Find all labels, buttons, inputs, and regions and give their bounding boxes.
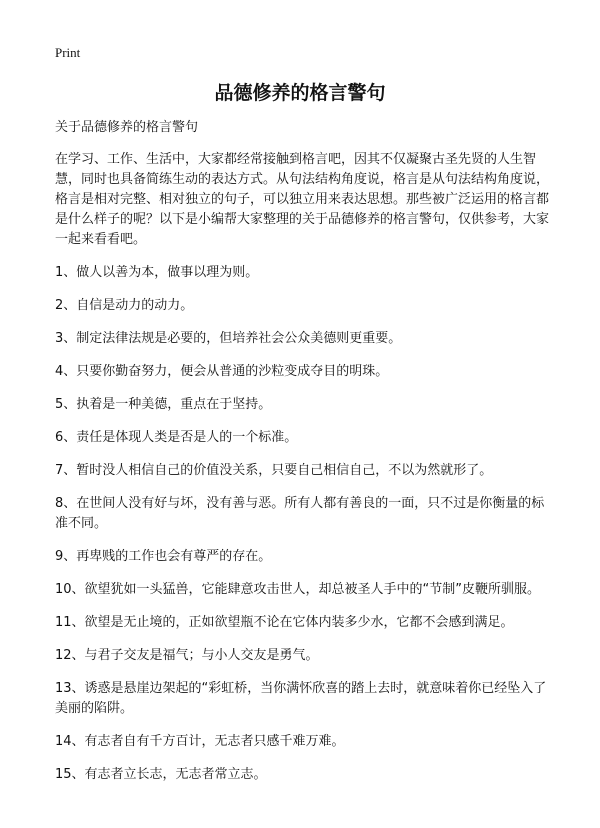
quote-item: 8、在世间人没有好与坏，没有善与恶。所有人都有善良的一面，只不过是你衡量的标准不同。 [55, 496, 545, 531]
print-link[interactable]: Print [55, 45, 81, 60]
quote-item: 1、做人以善为本，做事以理为则。 [55, 265, 259, 280]
quote-item: 15、有志者立长志，无志者常立志。 [55, 767, 267, 782]
document-content [55, 118, 555, 798]
quote-item: 13、诱惑是悬崖边架起的“彩虹桥，当你满怀欣喜的踏上去时，就意味着你已经坠入了美丽的陷阱。 [55, 681, 547, 716]
quote-item: 6、责任是体现人类是否是人的一个标准。 [55, 430, 298, 445]
document-subtitle: 关于品德修养的格言警句 [55, 120, 199, 135]
quote-item: 9、再卑贱的工作也会有尊严的存在。 [55, 549, 272, 564]
quote-item: 5、执着是一种美德，重点在于坚持。 [55, 397, 272, 412]
intro-paragraph: 在学习、工作、生活中，大家都经常接触到格言吧，因其不仅凝聚古圣先贤的人生智慧，同时也具备简练生动的表达方式。从句法结构角度说，格言是从句法结构角度说，格言是相对完整、相对独立的句子，可以独立用来表达思想。那些被广泛运用的格言都是什么样子的呢？以下是小编帮大家整理的关于品德修养的格言警句，仅供参考，大家一起来看看吧。 [55, 152, 550, 247]
quote-item: 14、有志者自有千方百计，无志者只感千难万难。 [55, 734, 345, 749]
quote-item: 4、只要你勤奋努力，便会从普通的沙粒变成夺目的明珠。 [55, 364, 389, 379]
quote-list [55, 263, 555, 785]
quote-item: 2、自信是动力的动力。 [55, 298, 194, 313]
quote-item: 12、与君子交友是福气；与小人交友是勇气。 [55, 648, 319, 663]
quote-item: 11、欲望是无止境的，正如欲望瓶不论在它体内装多少水，它都不会感到满足。 [55, 615, 514, 630]
quote-item: 10、欲望犹如一头猛兽，它能肆意攻击世人，却总被圣人手中的“节制”皮鞭所驯服。 [55, 582, 541, 597]
document-title: 品德修养的格言警句 [214, 82, 386, 104]
quote-item: 3、制定法律法规是必要的，但培养社会公众美德则更重要。 [55, 331, 402, 346]
quote-item: 7、暂时没人相信自己的价值没关系，只要自己相信自己，不以为然就形了。 [55, 463, 493, 478]
